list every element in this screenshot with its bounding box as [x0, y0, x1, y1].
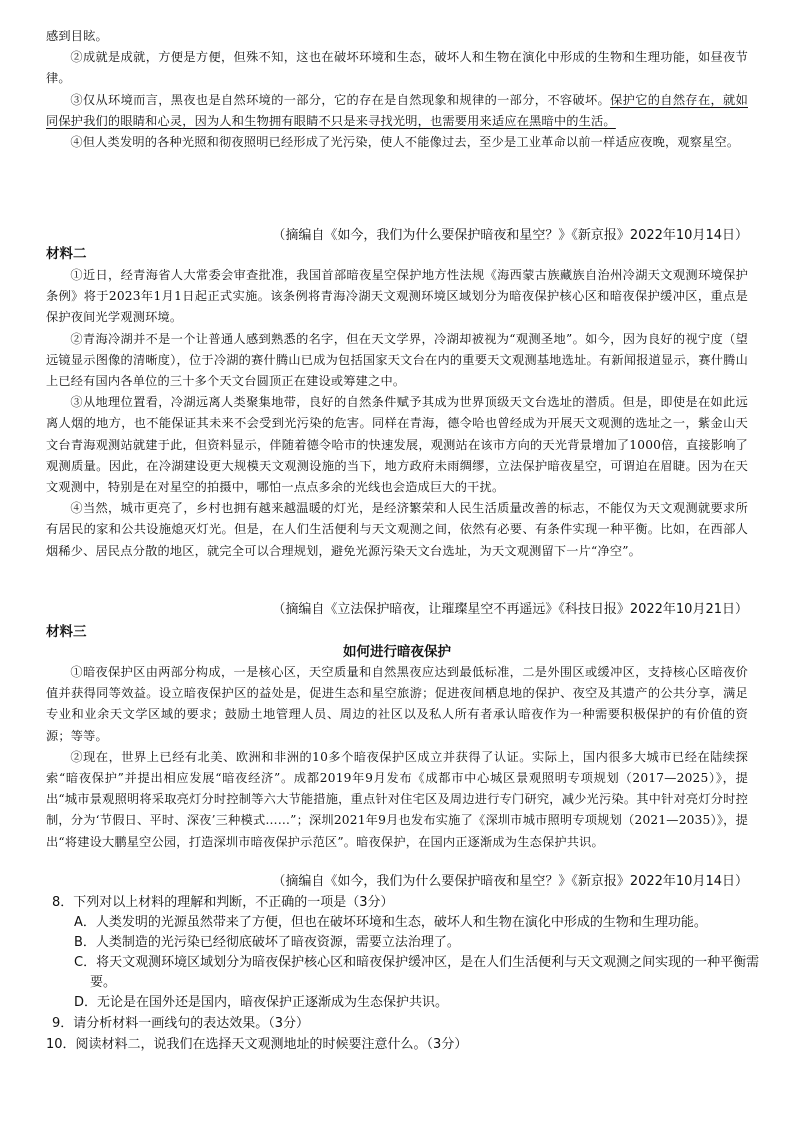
- material3-body: [46, 662, 748, 853]
- material2-paragraph-4: ④当然，城市更亮了，乡村也拥有越来越温暖的灯光，是经济繁荣和人民生活质量改善的标志，不能仅为天文观测就要求所有居民的家和公共设施熄灭灯光。但是，在人们生活便利与天文观测之间，依然有必要、有条件实现一种平衡。比如，在西部人烟稀少、居民点分散的地区，就完全可以合理规划，避免光源污染天文台选址，为天文观测留下一片“净空”。: [46, 501, 748, 558]
- question-9: 9．请分析材料一画线句的表达效果。（3分）: [52, 1016, 310, 1031]
- material1-paragraph-intro: 感到目眩。: [46, 29, 108, 43]
- material3-title: 如何进行暗夜保护: [343, 644, 451, 660]
- material1-paragraph-4: ④但人类发明的各种光照和彻夜照明已经形成了光污染，使人不能像过去，至少是工业革命以前一样适应夜晚，观察星空。: [70, 135, 740, 150]
- material2-paragraph-3: ③从地理位置看，冷湖远离人类聚集地带，良好的自然条件赋予其成为世界顶级天文台选址的潜质。但是，即使是在如此远离人烟的地方，也不能保证其未来不会受到光污染的危害。同样在青海，德令哈也曾经成为开展天文观测的选址之一，紫金山天文台青海观测站就建于此，但资料显示，伴随着德令哈市的快速发展，观测站在该市方向的天光背景增加了1000倍，直接影响了观测质量。因此，在冷湖建设更大规模天文观测设施的当下，地方政府未雨绸缪，立法保护暗夜星空，可谓迫在眉睫。因为在天文观测中，特别是在对星空的拍摄中，哪怕一点点多余的光线也会造成巨大的干扰。: [46, 395, 748, 495]
- material3-heading: 材料三: [46, 624, 87, 640]
- material1-body: [46, 26, 748, 153]
- material1-paragraph-2: ②成就是成就，方便是方便，但殊不知，这也在破坏环境和生态，破坏人和生物在演化中形成的生物和生理功能，如昼夜节律。: [46, 50, 748, 86]
- question-8-option-d: D．无论是在国外还是国内，暗夜保护正逐渐成为生态保护共识。: [74, 995, 449, 1010]
- material3-paragraph-1: ①暗夜保护区由两部分构成，一是核心区，天空质量和自然黑夜应达到最低标准，二是外围区或缓冲区，支持核心区暗夜价值并获得同等效益。设立暗夜保护区的益处是，促进生态和星空旅游；促进夜间栖息地的保护、夜空及其遗产的公共分享，满足专业和业余天文学区域的要求；鼓励土地管理人员、周边的社区以及私人所有者承认暗夜作为一种需要积极保护的有价值的资源；等等。: [46, 665, 748, 743]
- question-8-option-a: A．人类发明的光源虽然带来了方便，但也在破坏环境和生态，破坏人和生物在演化中形成的生物和生理功能。: [74, 915, 707, 930]
- material3-paragraph-2: ②现在，世界上已经有北美、欧洲和非洲的10多个暗夜保护区成立并获得了认证。实际上，国内很多大城市已经在陆续探索“暗夜保护”并提出相应发展“暗夜经济”。成都2019年9月发布《成都市中心城区景观照明专项规划（2017—2025）》，提出“城市景观照明将采取亮灯分时控制等六大节能措施，重点针对住宅区及周边进行专门研究，减少光污染。其中针对亮灯分时控制，分为‘节假日、平时、深夜’三种模式……”；深圳2021年9月也发布实施了《深圳市城市照明专项规划（2021—2035）》，提出“将建设大鹏星空公园，打造深圳市暗夜保护示范区”。暗夜保护，在国内正逐渐成为生态保护共识。: [46, 749, 748, 849]
- material2-body: [46, 265, 748, 562]
- material3-source: （摘编自《如今，我们为什么要保护暗夜和星空？》《新京报》2022年10月14日）: [272, 874, 748, 889]
- question-8-stem: 8．下列对以上材料的理解和判断，不正确的一项是（3分）: [52, 895, 394, 910]
- question-8-option-c: C．将天文观测环境区域划分为暗夜保护核心区和暗夜保护缓冲区，是在人们生活便利与天文观测之间实现的一种平衡需要。: [74, 955, 760, 990]
- question-10: 10．阅读材料二，说我们在选择天文观测地址的时候要注意什么。（3分）: [46, 1037, 468, 1052]
- material2-heading: 材料二: [46, 246, 87, 262]
- material1-source: （摘编自《如今，我们为什么要保护暗夜和星空？》《新京报》2022年10月14日）: [272, 228, 748, 243]
- material2-paragraph-2: ②青海冷湖并不是一个让普通人感到熟悉的名字，但在天文学界，冷湖却被视为“观测圣地”。如今，因为良好的视宁度（望远镜显示图像的清晰度），位于冷湖的赛什腾山已成为包括国家天文台在内的重要天文观测基地选址。有新闻报道显示，赛什腾山上已经有国内各单位的三十多个天文台圆顶正在建设或筹建之中。: [46, 331, 748, 389]
- material2-source: （摘编自《立法保护暗夜，让璀璨星空不再遥远》《科技日报》2022年10月21日）: [272, 602, 748, 617]
- material1-p3-text: ③仅从环境而言，黑夜也是自然环境的一部分，它的存在是自然现象和规律的一部分，不容破坏。: [70, 92, 611, 107]
- underlined-sentence: 保护它的自然存在，就如同保护我们的眼睛和心灵，因为人和生物拥有眼睛不只是来寻找光明，也需要用来适应在黑暗中的生活。: [46, 92, 748, 128]
- material1-paragraph-3: [46, 90, 748, 132]
- material2-paragraph-1: ①近日，经青海省人大常委会审查批准，我国首部暗夜星空保护地方性法规《海西蒙古族藏族自治州冷湖天文观测环境保护条例》将于2023年1月1日起正式实施。该条例将青海冷湖天文观测环境区域划分为暗夜保护核心区和暗夜保护缓冲区，重点是保护夜间光学观测环境。: [46, 268, 748, 325]
- question-8-option-b: B．人类制造的光污染已经彻底破坏了暗夜资源，需要立法治理了。: [74, 935, 460, 950]
